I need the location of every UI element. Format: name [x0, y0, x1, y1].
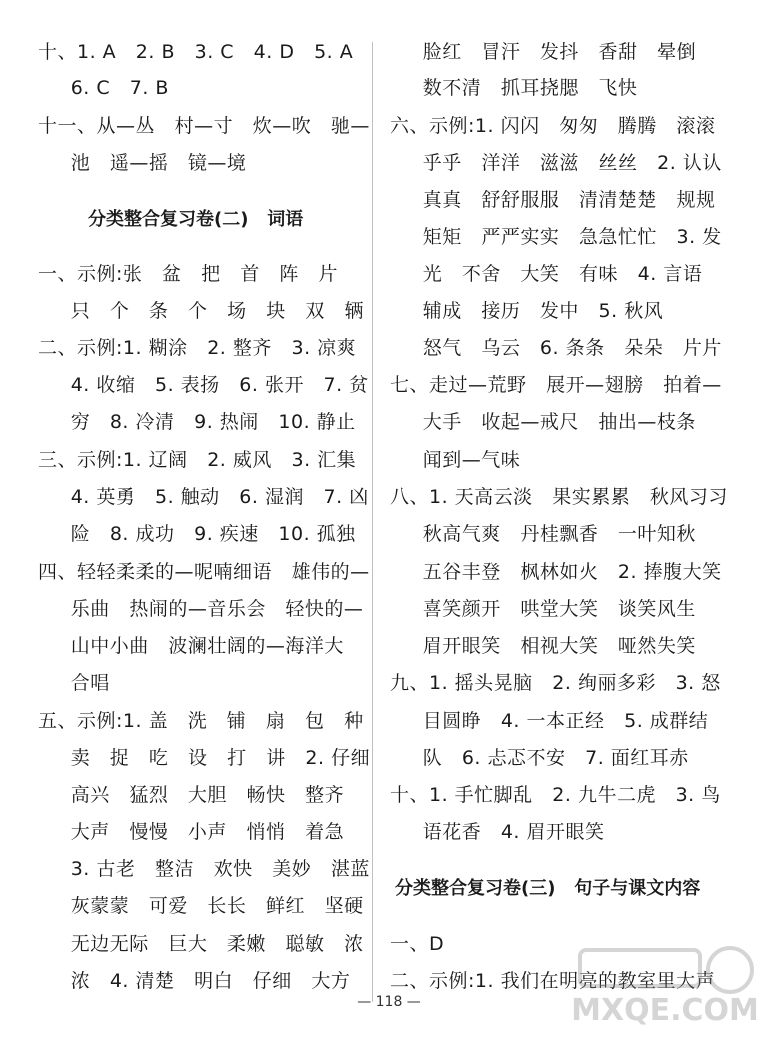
answer-line: 十、1. A 2. B 3. C 4. D 5. A	[38, 41, 354, 63]
answer-line: 九、1. 摇头晃脑 2. 绚丽多彩 3. 怒	[390, 672, 721, 694]
answer-line: 穷 8. 冷清 9. 热闹 10. 静止	[38, 411, 356, 433]
answer-line: 队 6. 忐忑不安 7. 面红耳赤	[390, 747, 689, 769]
answer-line: 辅成 接历 发中 5. 秋风	[390, 300, 664, 322]
answer-line: 大声 慢慢 小声 悄悄 着急	[38, 821, 345, 843]
answer-line: 3. 古老 整洁 欢快 美妙 湛蓝	[38, 858, 370, 880]
answer-line: 秋高气爽 丹桂飘香 一叶知秋	[390, 523, 696, 545]
answer-line: 目圆睁 4. 一本正经 5. 成群结	[390, 710, 709, 732]
answer-line: 光 不舍 大笑 有味 4. 言语	[390, 263, 703, 285]
answer-line: 只 个 条 个 场 块 双 辆	[38, 300, 365, 322]
answer-line: 浓 4. 清楚 明白 仔细 大方	[38, 970, 351, 992]
answer-line: 4. 英勇 5. 触动 6. 湿润 7. 凶	[38, 486, 369, 508]
answer-line: 高兴 猛烈 大胆 畅快 整齐	[38, 784, 345, 806]
answer-line: 六、示例:1. 闪闪 匆匆 腾腾 滚滚	[390, 115, 716, 137]
answer-line: 二、示例:1. 我们在明亮的教室里大声	[390, 970, 716, 992]
answer-line: 三、示例:1. 辽阔 2. 威风 3. 汇集	[38, 449, 357, 471]
answer-line: 合唱	[38, 672, 110, 694]
watermark-text: MXQE.COM	[571, 993, 759, 1028]
answer-line: 七、走过—荒野 展开—翅膀 拍着—	[390, 374, 722, 396]
answer-line: 眉开眼笑 相视大笑 哑然失笑	[390, 635, 696, 657]
column-divider	[372, 42, 373, 1002]
answer-line: 池 遥—摇 镜—境	[38, 152, 247, 174]
answer-line: 语花香 4. 眉开眼笑	[390, 821, 605, 843]
answer-line: 脸红 冒汗 发抖 香甜 晕倒	[390, 41, 697, 63]
answer-line: 五、示例:1. 盖 洗 铺 扇 包 种	[38, 710, 364, 732]
answer-line: 6. C 7. B	[38, 77, 169, 99]
answer-line: 乐曲 热闹的—音乐会 轻快的—	[38, 598, 364, 620]
answer-line: 乎乎 洋洋 滋滋 丝丝 2. 认认	[390, 152, 722, 174]
answer-line: 矩矩 严严实实 急急忙忙 3. 发	[390, 226, 722, 248]
answer-line: 喜笑颜开 哄堂大笑 谈笑风生	[390, 598, 696, 620]
answer-line: 山中小曲 波澜壮阔的—海洋大	[38, 635, 344, 657]
answer-line: 八、1. 天高云淡 果实累累 秋风习习	[390, 486, 728, 508]
page-number: — 118 —	[357, 994, 421, 1010]
section-heading: 分类整合复习卷(二) 词语	[88, 209, 304, 230]
answer-line: 无边无际 巨大 柔嫩 聪敏 浓	[38, 933, 364, 955]
answer-line: 真真 舒舒服服 清清楚楚 规规	[390, 189, 716, 211]
answer-line: 闻到—气味	[390, 449, 521, 471]
answer-line: 数不清 抓耳挠腮 飞快	[390, 77, 638, 99]
answer-line: 四、轻轻柔柔的—呢喃细语 雄伟的—	[38, 561, 370, 583]
answer-line: 大手 收起—戒尺 抽出—枝条	[390, 411, 696, 433]
answer-line: 一、示例:张 盆 把 首 阵 片	[38, 263, 338, 285]
answer-line: 怒气 乌云 6. 条条 朵朵 片片	[390, 337, 722, 359]
answer-line: 灰蒙蒙 可爱 长长 鲜红 坚硬	[38, 895, 364, 917]
answer-line: 一、D	[390, 933, 445, 955]
answer-line: 五谷丰登 枫林如火 2. 捧腹大笑	[390, 561, 722, 583]
answer-line: 十、1. 手忙脚乱 2. 九牛二虎 3. 鸟	[390, 784, 721, 806]
answer-line: 二、示例:1. 糊涂 2. 整齐 3. 凉爽	[38, 337, 357, 359]
answer-line: 十一、从—丛 村—寸 炊—吹 驰—	[38, 115, 370, 137]
section-heading: 分类整合复习卷(三) 句子与课文内容	[395, 878, 701, 899]
answer-line: 4. 收缩 5. 表扬 6. 张开 7. 贫	[38, 374, 369, 396]
answer-line: 卖 捉 吃 设 打 讲 2. 仔细	[38, 747, 371, 769]
answer-line: 险 8. 成功 9. 疾速 10. 孤独	[38, 523, 356, 545]
